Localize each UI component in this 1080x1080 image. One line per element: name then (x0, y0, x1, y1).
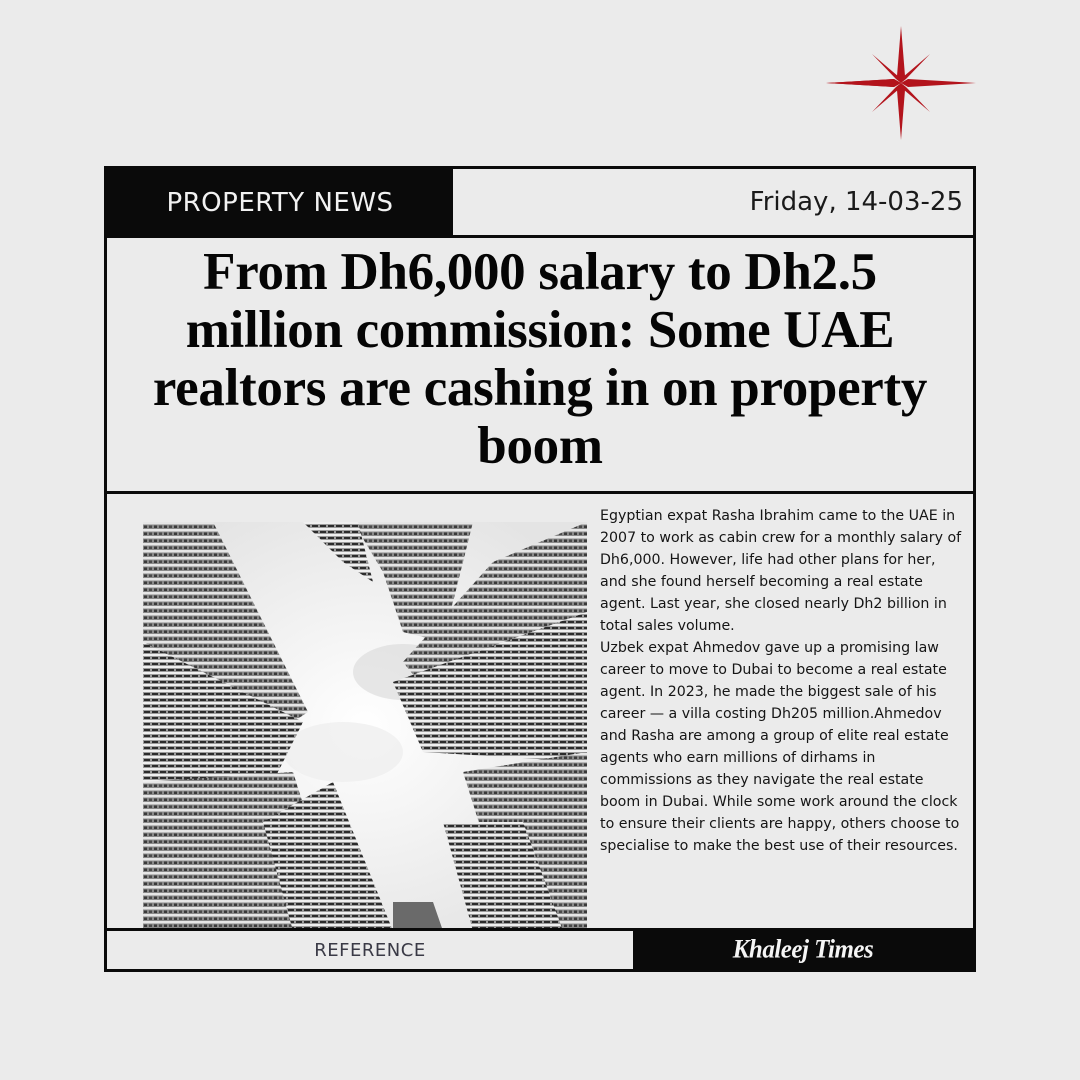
news-card (104, 166, 976, 972)
article-paragraph: Uzbek expat Ahmedov gave up a promising law career to move to Dubai to become a real estate agent. In 2023, he made the biggest sale of his career — a villa costing Dh205 million.Ahmedov and Rasha are among a group of elite real estate agents who earn millions of dirhams in commissions as they navigate the real estate boom in Dubai. While some work around the clock to ensure their clients are happy, others choose to specialise to make the best use of their resources. (600, 640, 960, 854)
section-label: PROPERTY NEWS (107, 169, 453, 235)
star-icon (826, 26, 976, 140)
publisher-logo (633, 931, 973, 969)
card-footer (107, 931, 973, 969)
headline: From Dh6,000 salary to Dh2.5 million commission: Some UAE realtors are cashing in on property boom (152, 243, 928, 475)
publish-date: Friday, 14-03-25 (749, 187, 963, 217)
reference-label: REFERENCE (314, 939, 426, 961)
article-photo (143, 522, 587, 931)
article-paragraph: Egyptian expat Rasha Ibrahim came to the UAE in 2007 to work as cabin crew for a monthly salary of Dh6,000. However, life had other plans for her, and she found herself becoming a real estate agent. Last year, she closed nearly Dh2 billion in total sales volume. (600, 508, 962, 634)
article-body (600, 505, 962, 857)
card-header (107, 169, 973, 235)
publisher-name: Khaleej Times (732, 935, 874, 964)
divider (107, 491, 973, 494)
divider (107, 235, 973, 238)
